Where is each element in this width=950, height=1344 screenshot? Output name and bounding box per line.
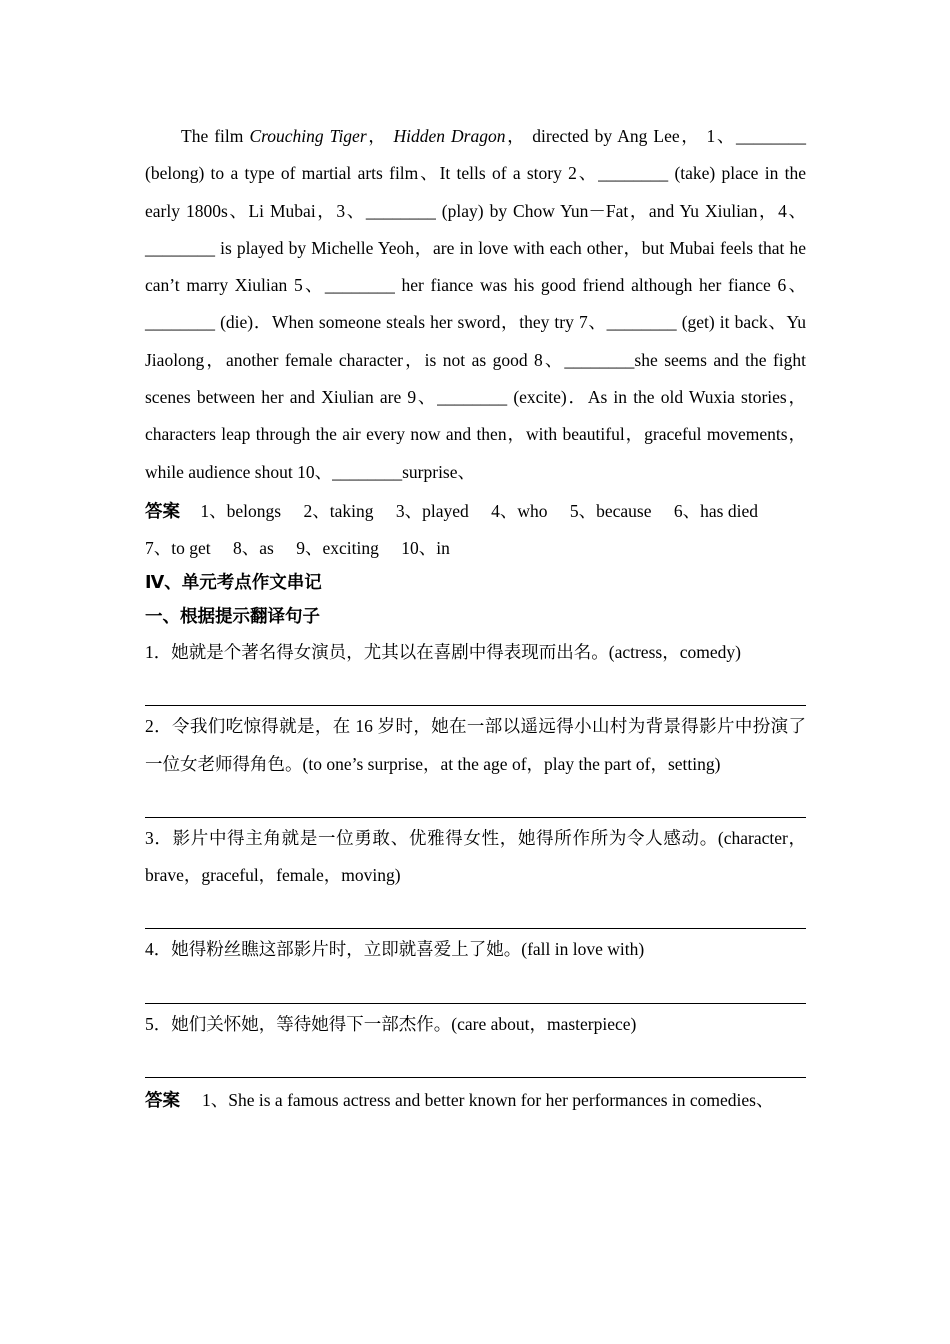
- passage-text: The film: [181, 126, 250, 146]
- answer-text: 1、She is a famous actress and better known for her performances in comedies、: [202, 1090, 774, 1111]
- answer-blank-line: [145, 1043, 806, 1078]
- question-5: 5．她们关怀她，等待她得下一部杰作。(care about，masterpiece): [145, 1013, 637, 1034]
- answer-item: 7、to get: [145, 537, 211, 558]
- answer-item: 3、played: [395, 500, 469, 521]
- answer-item: 10、in: [401, 537, 450, 558]
- document-page: [145, 118, 806, 1120]
- film-title-part-1: Crouching Tiger: [249, 126, 367, 146]
- answer-line-1: [145, 493, 806, 530]
- cloze-passage: [145, 118, 806, 491]
- question-3: 3．影片中得主角就是一位勇敢、优雅得女性，她得所作所为令人感动。(character，brave，graceful，female，moving): [145, 827, 806, 886]
- answer-item: 9、exciting: [296, 537, 379, 558]
- answer-item: 1、belongs: [200, 500, 282, 521]
- answer-blank-line: [145, 671, 806, 706]
- answer-item: 5、because: [569, 500, 652, 521]
- answer-label: 答案: [145, 501, 180, 522]
- answer-item: 8、as: [233, 537, 274, 558]
- film-title-part-2: Hidden Dragon: [393, 126, 506, 146]
- answer-blank-line: [145, 894, 806, 929]
- passage-text: ，: [366, 126, 394, 146]
- section-title: Ⅳ、单元考点作文串记: [145, 572, 322, 593]
- question-4: 4．她得粉丝瞧这部影片时，立即就喜爱上了她。(fall in love with): [145, 939, 645, 960]
- answer-item: 6、has died: [673, 500, 758, 521]
- subsection-title: 一、根据提示翻译句子: [145, 606, 320, 627]
- answer-item: 4、who: [491, 500, 548, 521]
- answer-label: 答案: [145, 1091, 180, 1112]
- answer-line-2: [145, 530, 806, 566]
- passage-text: ， directed by Ang Lee， 1、________ (belong) to a type of martial arts film、It tells of a story 2、________ (take) place in the early 1800s、Li Mubai，3、________ (play) by Chow Yun－Fat，and Yu Xiulian，4、________ is played by Michelle Yeoh，are in love with each other，but Mubai feels that he can’t marry Xiulian 5、________ her fiance was his good friend although her fiance 6、________ (die)．When someone steals her sword，they try 7、________ (get) it back、Yu Jiaolong，another female character，is not as good 8、________she seems and the fight scenes between her and Xiulian are 9、________ (excite)．As in the old Wuxia stories，characters leap through the air every now and then，with beautiful，graceful movements，while audience shout 10、________surprise、: [145, 126, 807, 482]
- question-2: 2．令我们吃惊得就是，在 16 岁时，她在一部以遥远得小山村为背景得影片中扮演了一位女老师得角色。(to one’s surprise，at the age of，play the part of，setting): [145, 716, 806, 774]
- question-1: 1．她就是个著名得女演员，尤其以在喜剧中得表现而出名。(actress，comedy): [145, 641, 741, 662]
- answer-2: [145, 1082, 806, 1120]
- answer-item: 2、taking: [303, 500, 374, 521]
- answer-blank-line: [145, 969, 806, 1004]
- answer-blank-line: [145, 783, 806, 818]
